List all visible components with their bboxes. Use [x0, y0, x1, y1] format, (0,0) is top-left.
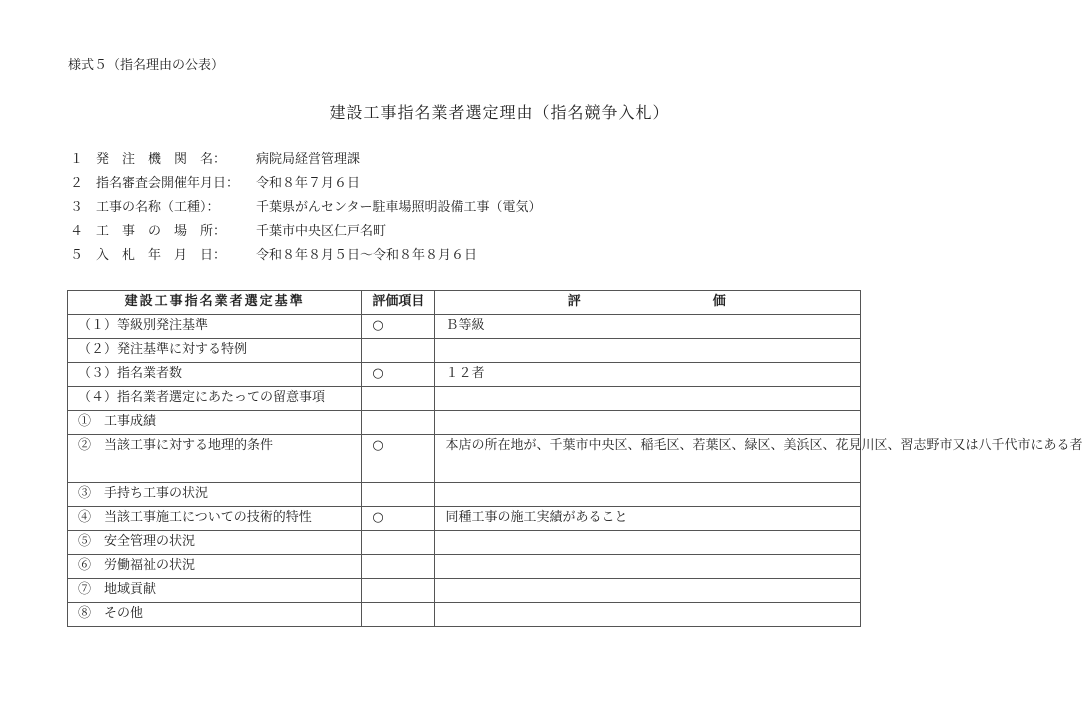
info-value: 千葉県がんセンター駐車場照明設備工事（電気）	[256, 200, 542, 215]
evaluation-cell	[435, 483, 861, 507]
table-row	[68, 483, 861, 507]
mark-cell	[362, 483, 435, 507]
criteria-cell: （１）等級別発注基準	[68, 315, 362, 339]
mark-cell	[362, 339, 435, 363]
table-row	[68, 339, 861, 363]
criteria-cell: ③ 手持ち工事の状況	[68, 483, 362, 507]
info-label: 工 事 の 場 所：	[96, 224, 227, 239]
info-value: 令和８年７月６日	[256, 176, 361, 191]
criteria-cell: （３）指名業者数	[68, 363, 362, 387]
header-evaluation-left: 評	[567, 294, 583, 309]
mark-cell: ○	[362, 315, 435, 339]
criteria-cell: ⑥ 労働福祉の状況	[68, 555, 362, 579]
info-value: 令和８年８月５日～令和８年８月６日	[256, 248, 478, 263]
info-number: １	[70, 152, 84, 167]
info-row-bid-dates	[70, 244, 541, 268]
criteria-cell: ① 工事成績	[68, 411, 362, 435]
evaluation-cell	[435, 387, 861, 411]
header-criteria: 建設工事指名業者選定基準	[68, 291, 362, 315]
evaluation-cell	[435, 411, 861, 435]
header-evaluation-right: 価	[712, 294, 728, 309]
evaluation-cell	[435, 339, 861, 363]
table-row	[68, 435, 861, 483]
info-number: ３	[70, 200, 84, 215]
info-value: 千葉市中央区仁戸名町	[256, 224, 387, 239]
evaluation-cell	[435, 603, 861, 627]
info-value: 病院局経営管理課	[256, 152, 361, 167]
document-title: 建設工事指名業者選定理由（指名競争入札）	[329, 103, 670, 122]
mark-cell: ○	[362, 435, 435, 483]
evaluation-cell	[435, 531, 861, 555]
mark-cell	[362, 387, 435, 411]
criteria-cell: ⑦ 地域貢献	[68, 579, 362, 603]
table-row	[68, 555, 861, 579]
mark-cell: ○	[362, 363, 435, 387]
selection-criteria-table	[67, 290, 1082, 627]
mark-cell	[362, 411, 435, 435]
mark-cell: ○	[362, 507, 435, 531]
criteria-cell: ⑧ その他	[68, 603, 362, 627]
info-label: 工事の名称（工種）：	[96, 200, 220, 215]
info-row-issuer	[70, 148, 541, 172]
info-label: 入 札 年 月 日：	[96, 248, 227, 263]
info-label: 指名審査会開催年月日：	[96, 176, 240, 191]
evaluation-cell	[435, 555, 861, 579]
mark-cell	[362, 579, 435, 603]
mark-cell	[362, 555, 435, 579]
info-number: ２	[70, 176, 84, 191]
evaluation-cell: 本店の所在地が、千葉市中央区、稲毛区、若葉区、緑区、美浜区、花見川区、習志野市又は八千代市にある者	[435, 435, 861, 483]
info-row-location	[70, 220, 541, 244]
criteria-cell: ④ 当該工事施工についての技術的特性	[68, 507, 362, 531]
mark-cell	[362, 603, 435, 627]
table-row	[68, 603, 861, 627]
table-row	[68, 363, 861, 387]
evaluation-cell: １２者	[435, 363, 861, 387]
form-label: 様式５（指名理由の公表）	[68, 58, 225, 73]
criteria-cell: （４）指名業者選定にあたっての留意事項	[68, 387, 362, 411]
info-number: ４	[70, 224, 84, 239]
table-row	[68, 315, 861, 339]
criteria-cell: ② 当該工事に対する地理的条件	[68, 435, 362, 483]
header-evaluation	[435, 291, 861, 315]
info-row-review-date	[70, 172, 541, 196]
table-header-row	[68, 291, 861, 315]
info-row-project-name	[70, 196, 541, 220]
evaluation-cell	[435, 579, 861, 603]
table-row	[68, 531, 861, 555]
table-row	[68, 411, 861, 435]
info-label: 発 注 機 関 名：	[96, 152, 227, 167]
info-section	[70, 148, 541, 268]
info-number: ５	[70, 248, 84, 263]
header-evaluation-item: 評価項目	[362, 291, 435, 315]
evaluation-cell: Ｂ等級	[435, 315, 861, 339]
mark-cell	[362, 531, 435, 555]
table-row	[68, 579, 861, 603]
evaluation-cell: 同種工事の施工実績があること	[435, 507, 861, 531]
criteria-cell: ⑤ 安全管理の状況	[68, 531, 362, 555]
table-row	[68, 507, 861, 531]
table-row	[68, 387, 861, 411]
criteria-cell: （２）発注基準に対する特例	[68, 339, 362, 363]
